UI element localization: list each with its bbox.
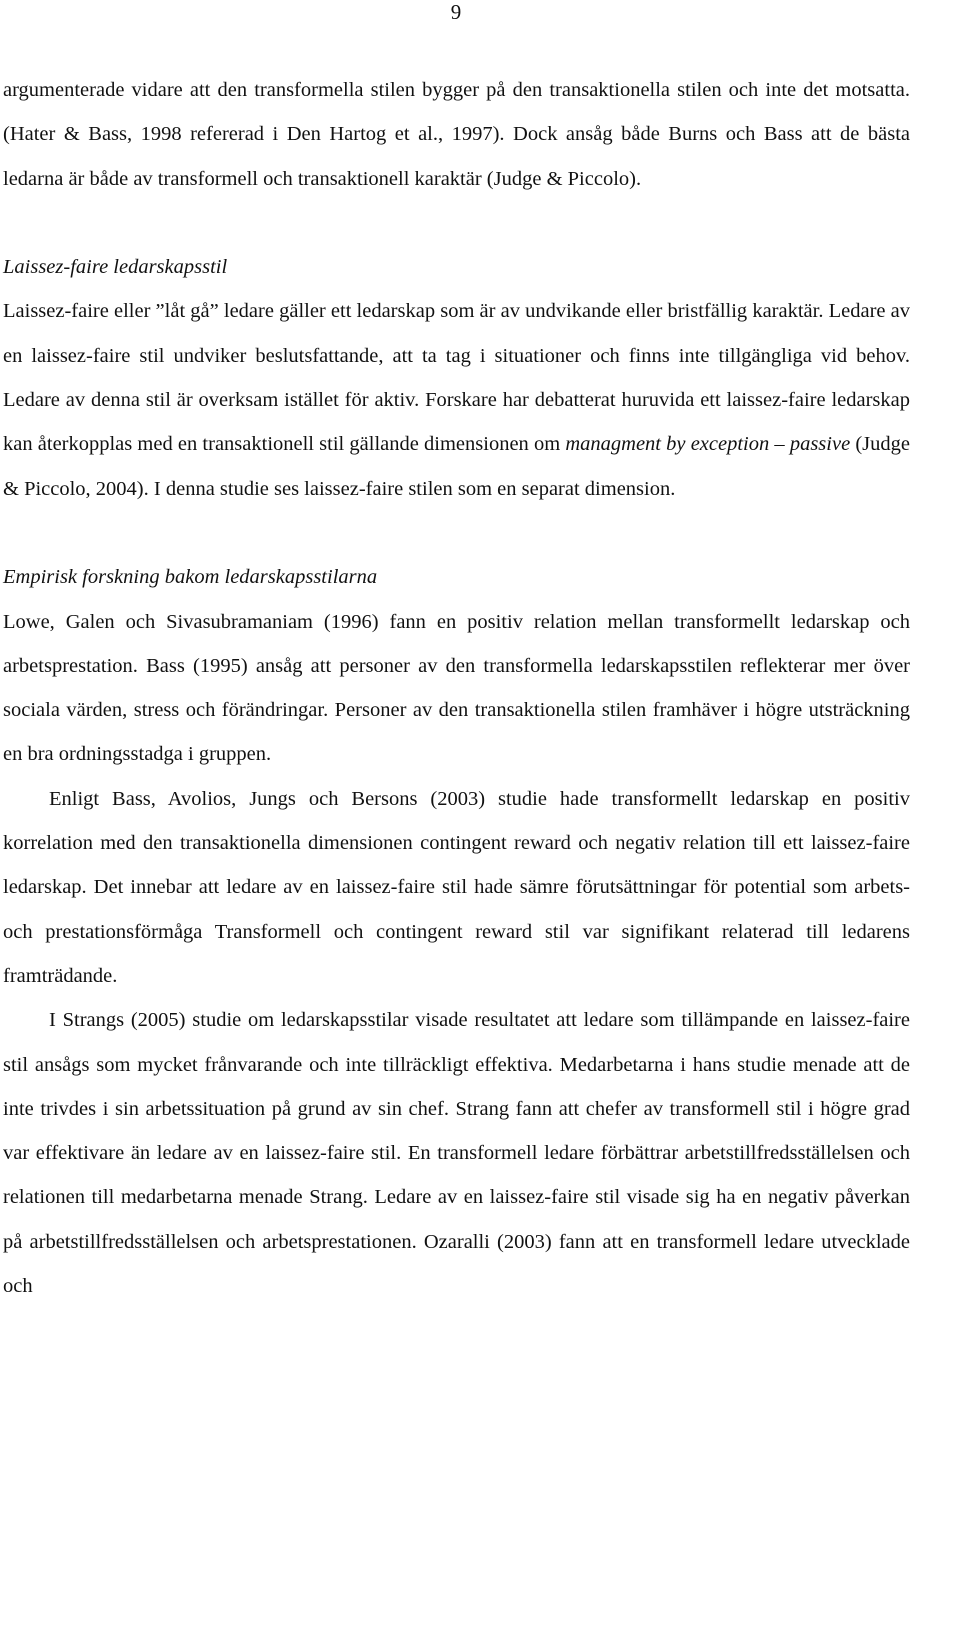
section-heading-empirical-research: Empirisk forskning bakom ledarskapsstilarna — [3, 566, 378, 589]
laissez-faire-emphasis: managment by exception – passive — [565, 433, 851, 456]
paragraph-transformational-continuation: argumenterade vidare att den transformella stilen bygger på den transaktionella stilen och inte det motsatta. (Hater & Bass, 1998 refererad i Den Hartog et al., 1997). Dock ansåg både Burns och Bass att de bästa ledarna är både av transformell och transaktionell karaktär (Judge & Piccolo). — [3, 79, 910, 190]
paragraph-strang: I Strangs (2005) studie om ledarskapsstilar visade resultatet att ledare som tillämpande en laissez-faire stil ansågs som mycket frånvarande och inte tillräckligt effektiva. Medarbetarna i hans studie menade att de inte trivdes i sin arbetssituation på grund av sin chef. Strang fann att chefer av transformell stil i högre grad var effektivare än ledare av en laissez-faire stil. En transformell ledare förbättrar arbetstillfredsställelsen och relationen till medarbetarna menade Strang. Ledare av en laissez-faire stil visade sig ha en negativ påverkan på arbetstillfredsställelsen och arbetsprestationen. Ozaralli (2003) fann att en transformell ledare utvecklade och — [3, 1009, 910, 1298]
paragraph-laissez-faire — [3, 289, 910, 510]
laissez-faire-text-a: Laissez-faire eller ”låt gå” ledare gäller ett ledarskap som är av undvikande eller bristfällig karaktär. Ledare av en laissez-faire stil undviker beslutsfattande, att ta tag i situationer och finns inte tillgängliga vid behov. Ledare av denna stil är overksam istället för aktiv. Forskare har debatterat huruvida ett laissez-faire ledarskap kan återkopplas med en transaktionell stil gällande dimensionen om — [3, 300, 910, 456]
section-gap — [3, 511, 910, 555]
paragraph-lowe-galen: Lowe, Galen och Sivasubramaniam (1996) fann en positiv relation mellan transformellt ledarskap och arbetsprestation. Bass (1995) ansåg att personer av den transformella ledarskapsstilen reflekterar mer över sociala värden, stress och förändringar. Personer av den transaktionella stilen framhäver i högre utsträckning en bra ordningsstadga i gruppen. — [3, 610, 910, 766]
page-number: 9 — [450, 0, 462, 24]
section-heading-laissez-faire: Laissez-faire ledarskapsstil — [3, 256, 228, 279]
paragraph-bass-avolio: Enligt Bass, Avolios, Jungs och Bersons (2003) studie hade transformellt ledarskap en positiv korrelation med den transaktionella dimensionen contingent reward och negativ relation till ett laissez-faire ledarskap. Det innebar att ledare av en laissez-faire stil hade sämre förutsättningar för potential som arbets- och prestationsförmåga Transformell och contingent reward stil var signifikant relaterad till ledarens framträdande. — [3, 787, 910, 987]
section-gap — [3, 201, 910, 245]
document-body — [3, 68, 910, 1308]
laissez-faire-text-b: (Judge & Piccolo, 2004). I denna studie ses laissez-faire stilen som en separat dimension. — [3, 433, 911, 500]
